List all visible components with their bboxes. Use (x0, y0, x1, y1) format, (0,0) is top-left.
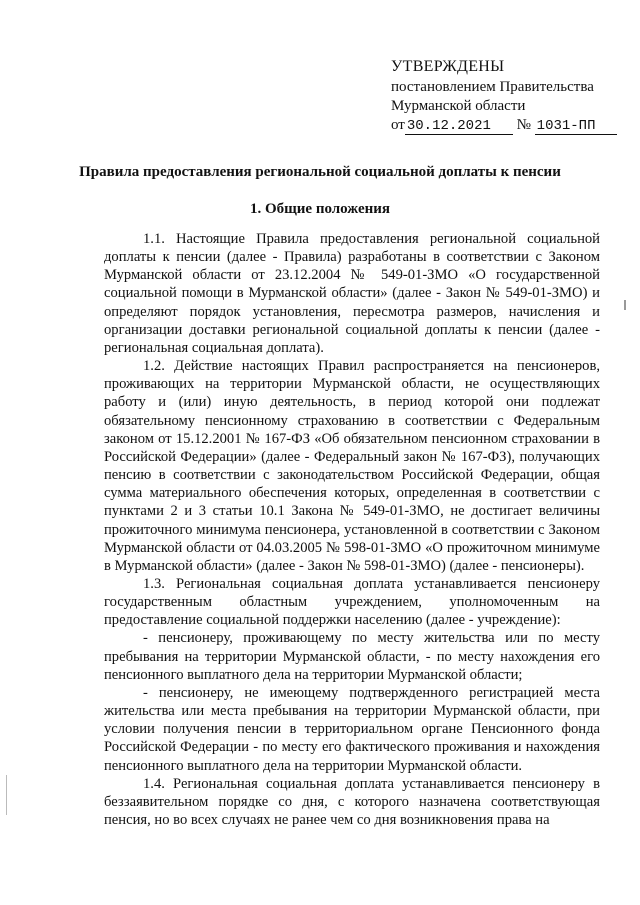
paragraph-1-1: 1.1. Настоящие Правила предоставления региональной социальной доплаты к пенсии (далее - Правила) разработаны в соответствии с Законом Мурманской области от 23.12.2004 № 549-01-ЗМО «О государственной социальной помощи в Мурманской области» (далее - Закон № 549-01-ЗМО) и определяют порядок установления, пересмотра размеров, начисления и организации доставки региональной социальной доплаты к пенсии (далее - региональная социальная доплата). (104, 231, 600, 356)
document-title: Правила предоставления региональной социальной доплаты к пенсии (79, 164, 561, 180)
approval-heading: УТВЕРЖДЕНЫ (391, 58, 505, 75)
paragraph-1-2: 1.2. Действие настоящих Правил распространяется на пенсионеров, проживающих на территории Мурманской области, не осуществляющих работу и (или) иную деятельность, в период которой они подлежат обязательному пенсионному страхованию в соответствии с Федеральным законом от 15.12.2001 № 167-ФЗ «Об обязательном пенсионном страховании в Российской Федерации» (далее - Федеральный закон № 167-ФЗ), получающих пенсию в соответствии с законодательством Российской Федерации, общая сумма материального обеспечения которых, определенная в соответствии с пунктами 2 и 3 статьи 10.1 Закона № 549-01-ЗМО, не достигает величины прожиточного минимума пенсионера, установленной в соответствии с Законом Мурманской области от 04.03.2005 № 598-01-ЗМО «О прожиточном минимуме в Мурманской области» (далее - Закон № 598-01-ЗМО) (далее - пенсионеры). (104, 358, 600, 574)
approval-number: 1031-ПП (535, 119, 617, 135)
approval-block (391, 57, 617, 135)
paragraph-1-3-item-1: - пенсионеру, проживающему по месту жительства или по месту пребывания на территории Мурманской области, - по месту нахождения его пенсионного выплатного дела на территории Мурманской области; (104, 630, 600, 683)
approval-date-line (391, 116, 617, 135)
approval-date: 30.12.2021 (405, 119, 513, 135)
approval-line-1: постановлением Правительства (391, 79, 594, 95)
document-body (104, 230, 600, 829)
paragraph-1-3: 1.3. Региональная социальная доплата устанавливается пенсионеру государственным областным учреждением, уполномоченным на предоставление социальной поддержки населению (далее - учреждение): (104, 575, 600, 629)
section-title: 1. Общие положения (249, 201, 391, 217)
paragraph-1-4: 1.4. Региональная социальная доплата устанавливается пенсионеру в беззаявительном порядке со дня, с которого назначена соответствующая пенсия, но во всех случаях не ранее чем со дня возникновения права на (104, 775, 600, 828)
approval-line-2: Мурманской области (391, 98, 526, 114)
scan-margin-mark (6, 775, 7, 815)
paragraph-1-3-item-2: - пенсионеру, не имеющему подтвержденного регистрацией места жительства или места пребывания на территории Мурманской области, при условии получения пенсии в территориальном органе Пенсионного фонда Российской Федерации - по месту его фактического проживания и нахождения пенсионного выплатного дела на территории Мурманской области. (104, 684, 600, 774)
date-prefix: от (391, 117, 405, 133)
number-prefix: № (516, 117, 531, 133)
scan-margin-mark (624, 300, 626, 310)
